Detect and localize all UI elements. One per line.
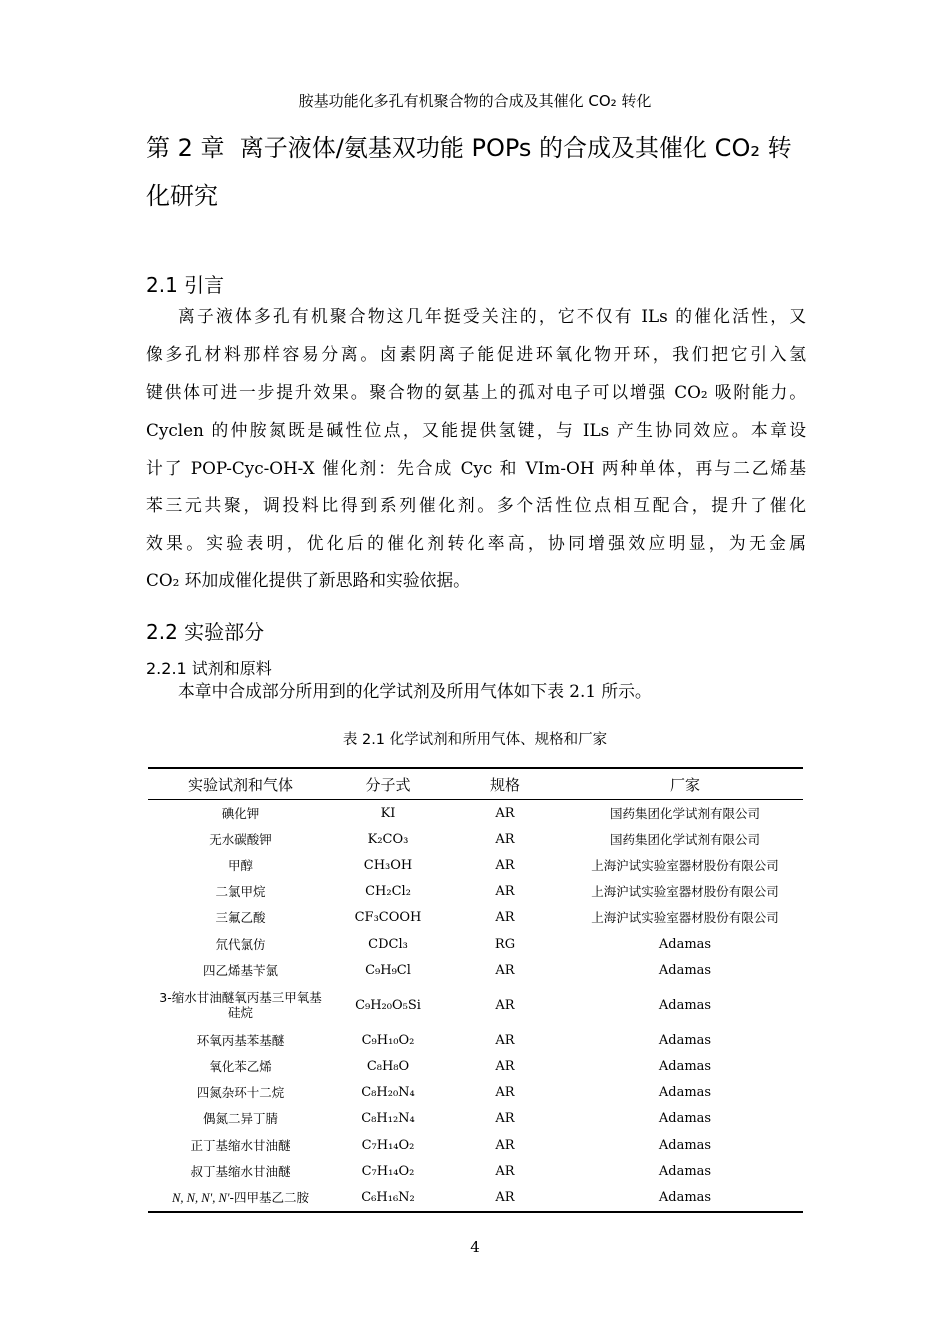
formula-cell: KI [380,805,396,821]
grade-cell: AR [495,962,515,978]
reagent-name-cell: 环氧丙基苯基醚 [196,1032,285,1048]
vendor-cell: 上海沪试实验室器材股份有限公司 [591,884,779,900]
table-row [148,1106,803,1132]
formula-cell: C₈H₈O [366,1059,410,1075]
vendor-cell: Adamas [658,936,712,952]
reagent-name-cell: 偶氮二异丁腈 [202,1111,278,1127]
header-reagent: 实验试剂和气体 [187,775,293,794]
reagent-name-rest: -四甲基乙二胺 [229,1189,309,1205]
table-row [148,1054,803,1080]
reagent-name-cell: 二氯甲烷 [215,884,266,900]
intro-line: 键供体可进一步提升效果。聚合物的氨基上的孤对电子可以增强 CO₂ 吸附能力。 [146,382,806,402]
grade-cell: AR [495,1163,515,1179]
grade-cell: AR [495,1032,515,1048]
chapter-title-line2: 化研究 [146,182,218,210]
reagent-name-cell: 三氟乙酸 [215,910,266,926]
intro-line: 离子液体多孔有机聚合物这几年挺受关注的，它不仅有 ILs 的催化活性，又 [178,306,806,326]
formula-cell: C₆H₁₆N₂ [361,1190,415,1206]
table-caption: 表 2.1 化学试剂和所用气体、规格和厂家 [342,732,608,748]
table-row [148,1184,803,1211]
formula-cell: C₈H₂₀N₄ [361,1085,415,1101]
vendor-cell: Adamas [658,1059,712,1075]
table-row [148,800,803,827]
vendor-cell: 上海沪试实验室器材股份有限公司 [591,910,779,926]
subsection-heading-2-2-1: 2.2.1 试剂和原料 [146,659,272,678]
reagent-name-cell: 四氮杂环十二烷 [196,1085,285,1101]
formula-cell: C₉H₁₀O₂ [361,1032,415,1048]
vendor-cell: 国药集团化学试剂有限公司 [609,831,760,847]
grade-cell: AR [495,997,515,1013]
formula-cell: C₉H₉Cl [365,962,411,978]
vendor-cell: Adamas [658,1085,712,1101]
intro-line: 效果。实验表明，优化后的催化剂转化率高，协同增强效应明显，为无金属 [146,533,806,553]
intro-line: 计了 POP-Cyc-OH-X 催化剂：先合成 Cyc 和 VIm-OH 两种单体，再与二乙烯基 [146,458,806,478]
chapter-label: 第 2 章 [146,134,225,162]
grade-cell: AR [495,1059,515,1075]
table-row [148,983,803,1027]
vendor-cell: Adamas [658,962,712,978]
grade-cell: AR [495,910,515,926]
grade-cell: AR [495,1190,515,1206]
formula-cell: C₇H₁₄O₂ [361,1137,415,1153]
grade-cell: AR [495,1085,515,1101]
header-vendor: 厂家 [669,775,700,794]
reagent-name-cell [148,1184,333,1211]
reagent-name-cell: 3-缩水甘油醚氧丙基三甲氧基硅烷 [159,990,322,1021]
reagent-table [148,767,803,1213]
formula-cell: K₂CO₃ [367,831,409,847]
intro-line: 像多孔材料那样容易分离。卤素阴离子能促进环氧化物开环，我们把它引入氢 [146,344,806,364]
page-number: 4 [470,1238,480,1256]
reagent-intro-text: 本章中合成部分所用到的化学试剂及所用气体如下表 2.1 所示。 [178,681,652,701]
formula-cell: CF₃COOH [354,910,422,926]
reagent-name-cell: 氘代氯仿 [215,936,266,952]
vendor-cell: 国药集团化学试剂有限公司 [609,805,760,821]
reagent-name-cell: 四乙烯基苄氯 [202,962,278,978]
reagent-name-cell: 氧化苯乙烯 [209,1059,272,1075]
table-row [148,1027,803,1053]
grade-cell: AR [495,831,515,847]
header-formula: 分子式 [365,775,411,794]
vendor-cell: Adamas [658,1032,712,1048]
reagent-name-cell: 碘化钾 [221,805,260,821]
reagent-name-cell: 正丁基缩水甘油醚 [190,1137,291,1153]
table-row [148,1132,803,1158]
formula-cell: CH₂Cl₂ [365,884,411,900]
reagent-name-cell: 无水碳酸钾 [209,831,272,847]
running-header: 胺基功能化多孔有机聚合物的合成及其催化 CO₂ 转化 [298,92,652,110]
intro-line: CO₂ 环加成催化提供了新思路和实验依据。 [146,570,470,590]
chapter-title-line1 [146,128,792,163]
section-heading-2-1: 2.1 引言 [146,273,225,297]
table-row [148,852,803,878]
grade-cell: AR [495,1111,515,1127]
table-header-row [148,768,803,800]
reagent-name-cell: 甲醇 [227,857,253,873]
table-row [148,1158,803,1184]
vendor-cell: Adamas [658,1111,712,1127]
table-row [148,826,803,852]
table-row [148,879,803,905]
reagent-name-cell: 叔丁基缩水甘油醚 [190,1163,291,1179]
table-row [148,931,803,957]
formula-cell: C₉H₂₀O₅Si [355,997,421,1013]
header-grade: 规格 [489,775,520,794]
vendor-cell: Adamas [658,1137,712,1153]
grade-cell: AR [495,857,515,873]
intro-line: Cyclen 的仲胺氮既是碱性位点，又能提供氢键，与 ILs 产生协同效应。本章设 [146,420,806,440]
table-row [148,957,803,983]
formula-cell: CDCl₃ [368,936,408,952]
formula-cell: C₈H₁₂N₄ [361,1111,415,1127]
table-row [148,905,803,931]
intro-line: 苯三元共聚，调投料比得到系列催化剂。多个活性位点相互配合，提升了催化 [146,495,806,515]
grade-cell: AR [495,1137,515,1153]
reagent-name-italic: N, N, N', N' [172,1190,230,1205]
grade-cell: RG [494,936,516,952]
vendor-cell: 上海沪试实验室器材股份有限公司 [591,857,779,873]
grade-cell: AR [495,805,515,821]
section-heading-2-2: 2.2 实验部分 [146,620,265,644]
vendor-cell: Adamas [658,997,712,1013]
table-row [148,1080,803,1106]
grade-cell: AR [495,884,515,900]
vendor-cell: Adamas [658,1163,712,1179]
chapter-title: 离子液体/氨基双功能 POPs 的合成及其催化 CO₂ 转 [239,134,792,162]
formula-cell: C₇H₁₄O₂ [361,1163,415,1179]
formula-cell: CH₃OH [363,857,413,873]
vendor-cell: Adamas [658,1190,712,1206]
